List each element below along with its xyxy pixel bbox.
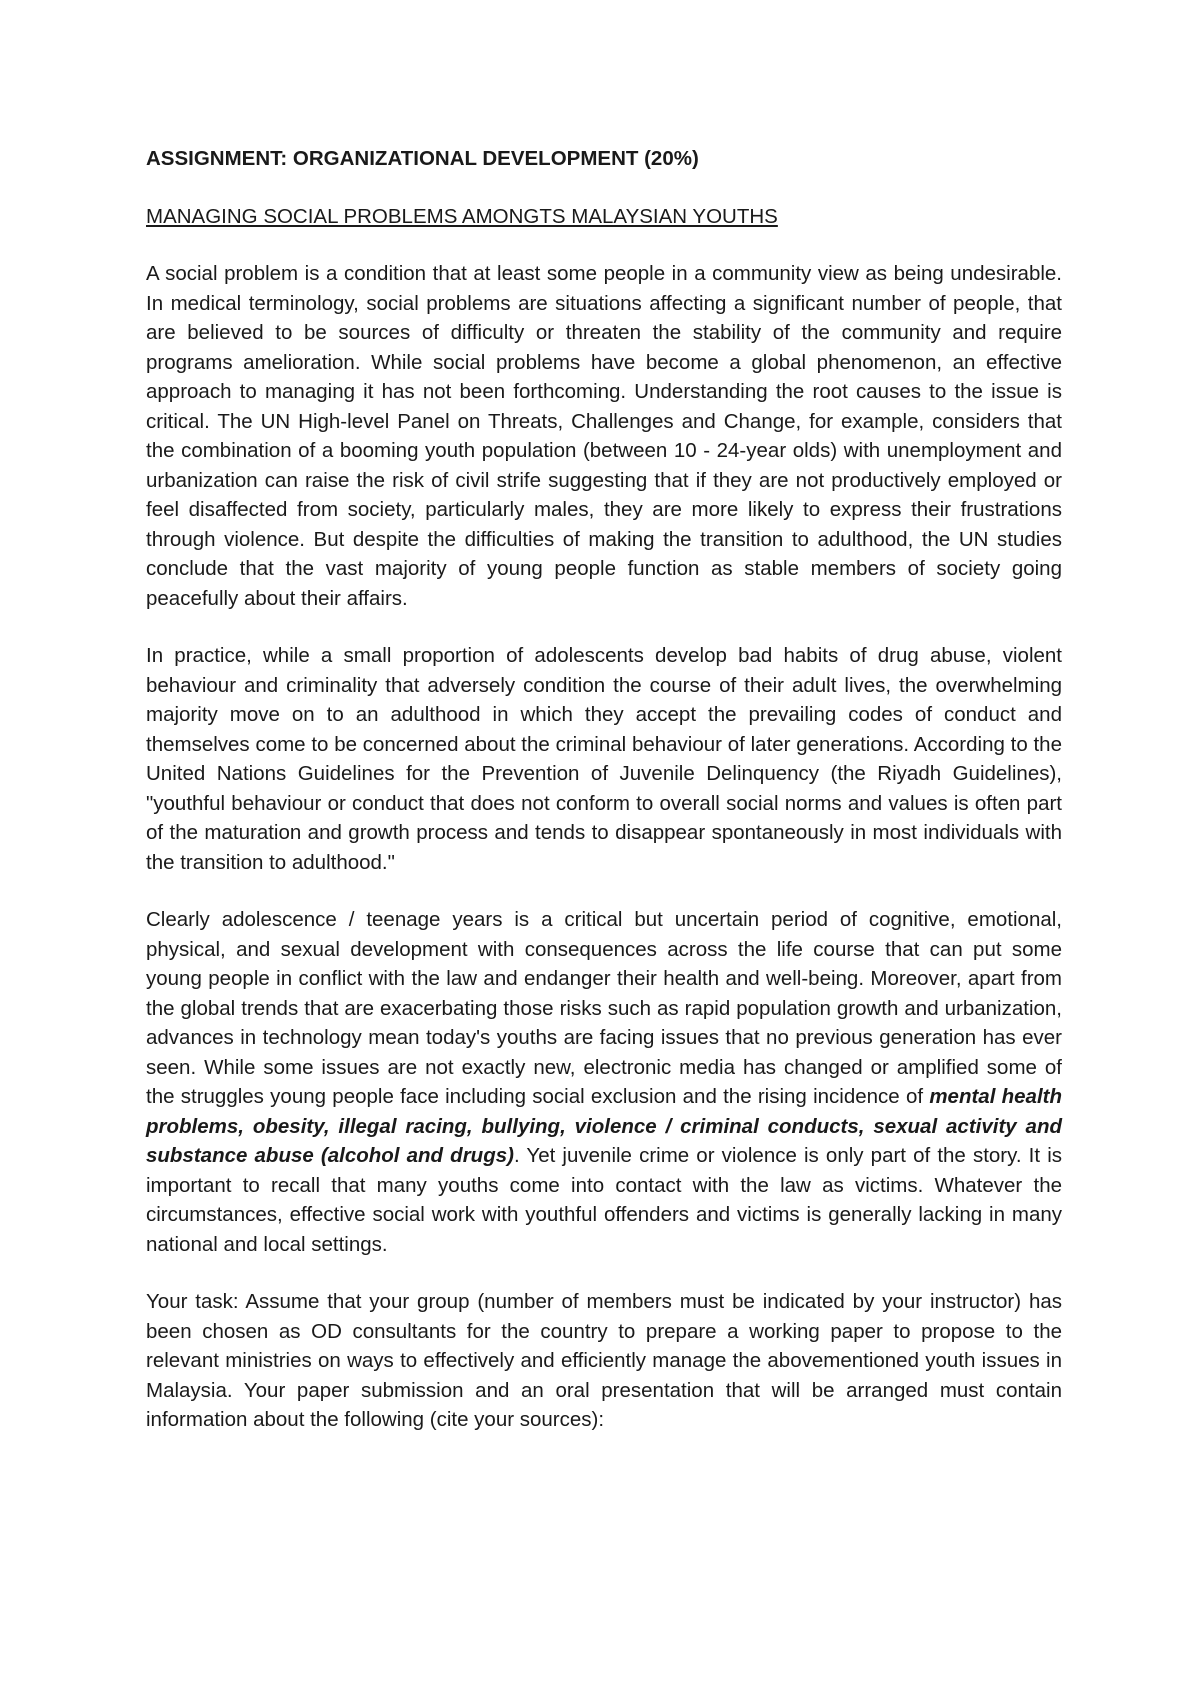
- assignment-subtitle: MANAGING SOCIAL PROBLEMS AMONGTS MALAYSIAN YOUTHS: [146, 204, 778, 228]
- paragraph-practice: In practice, while a small proportion of adolescents develop bad habits of drug abuse, violent behaviour and criminality that adversely condition the course of their adult lives, the overwhelming majority move on to an adulthood in which they accept the prevailing codes of conduct and themselves come to be concerned about the criminal behaviour of later generations. According to the United Nations Guidelines for the Prevention of Juvenile Delinquency (the Riyadh Guidelines), "youthful behaviour or conduct that does not conform to overall social norms and values is often part of the maturation and growth process and tends to disappear spontaneously in most individuals with the transition to adulthood.": [146, 644, 1062, 874]
- paragraph-task: Your task: Assume that your group (number of members must be indicated by your instructor) has been chosen as OD consultants for the country to prepare a working paper to propose to the relevant ministries on ways to effectively and efficiently manage the abovementioned youth issues in Malaysia. Your paper submission and an oral presentation that will be arranged must contain information about the following (cite your sources):: [146, 1290, 1062, 1431]
- document-body: [146, 144, 1062, 1435]
- paragraph-adolescence-text-after: . Yet juvenile crime or violence is only part of the story. It is important to recall that many youths come into contact with the law as victims. Whatever the circumstances, effective social work with youthful offenders and victims is generally lacking in many national and local settings.: [146, 1144, 1063, 1256]
- paragraph-adolescence-text-before: Clearly adolescence / teenage years is a critical but uncertain period of cognitive, emotional, physical, and sexual development with consequences across the life course that can put some young people in conflict with the law and endanger their health and well-being. Moreover, apart from the global trends that are exacerbating those risks such as rapid population growth and urbanization, advances in technology mean today's youths are facing issues that no previous generation has ever seen. While some issues are not exactly new, electronic media has changed or amplified some of the struggles young people face including social exclusion and the rising incidence of: [146, 908, 1062, 1108]
- paragraph-adolescence: [146, 905, 1062, 1259]
- paragraph-adolescence-emphasis: mental health problems, obesity, illegal racing, bullying, violence / criminal conducts, sexual activity and substance abuse (alcohol and drugs): [146, 1085, 1063, 1167]
- paragraph-social-problem-definition: A social problem is a condition that at least some people in a community view as being undesirable. In medical terminology, social problems are situations affecting a significant number of people, that are believed to be sources of difficulty or threaten the stability of the community and require programs amelioration. While social problems have become a global phenomenon, an effective approach to managing it has not been forthcoming. Understanding the root causes to the issue is critical. The UN High-level Panel on Threats, Challenges and Change, for example, considers that the combination of a booming youth population (between 10 - 24-year olds) with unemployment and urbanization can raise the risk of civil strife suggesting that if they are not productively employed or feel disaffected from society, particularly males, they are more likely to express their frustrations through violence. But despite the difficulties of making the transition to adulthood, the UN studies conclude that the vast majority of young people function as stable members of society going peacefully about their affairs.: [146, 262, 1062, 610]
- assignment-title: ASSIGNMENT: ORGANIZATIONAL DEVELOPMENT (20%): [146, 147, 699, 170]
